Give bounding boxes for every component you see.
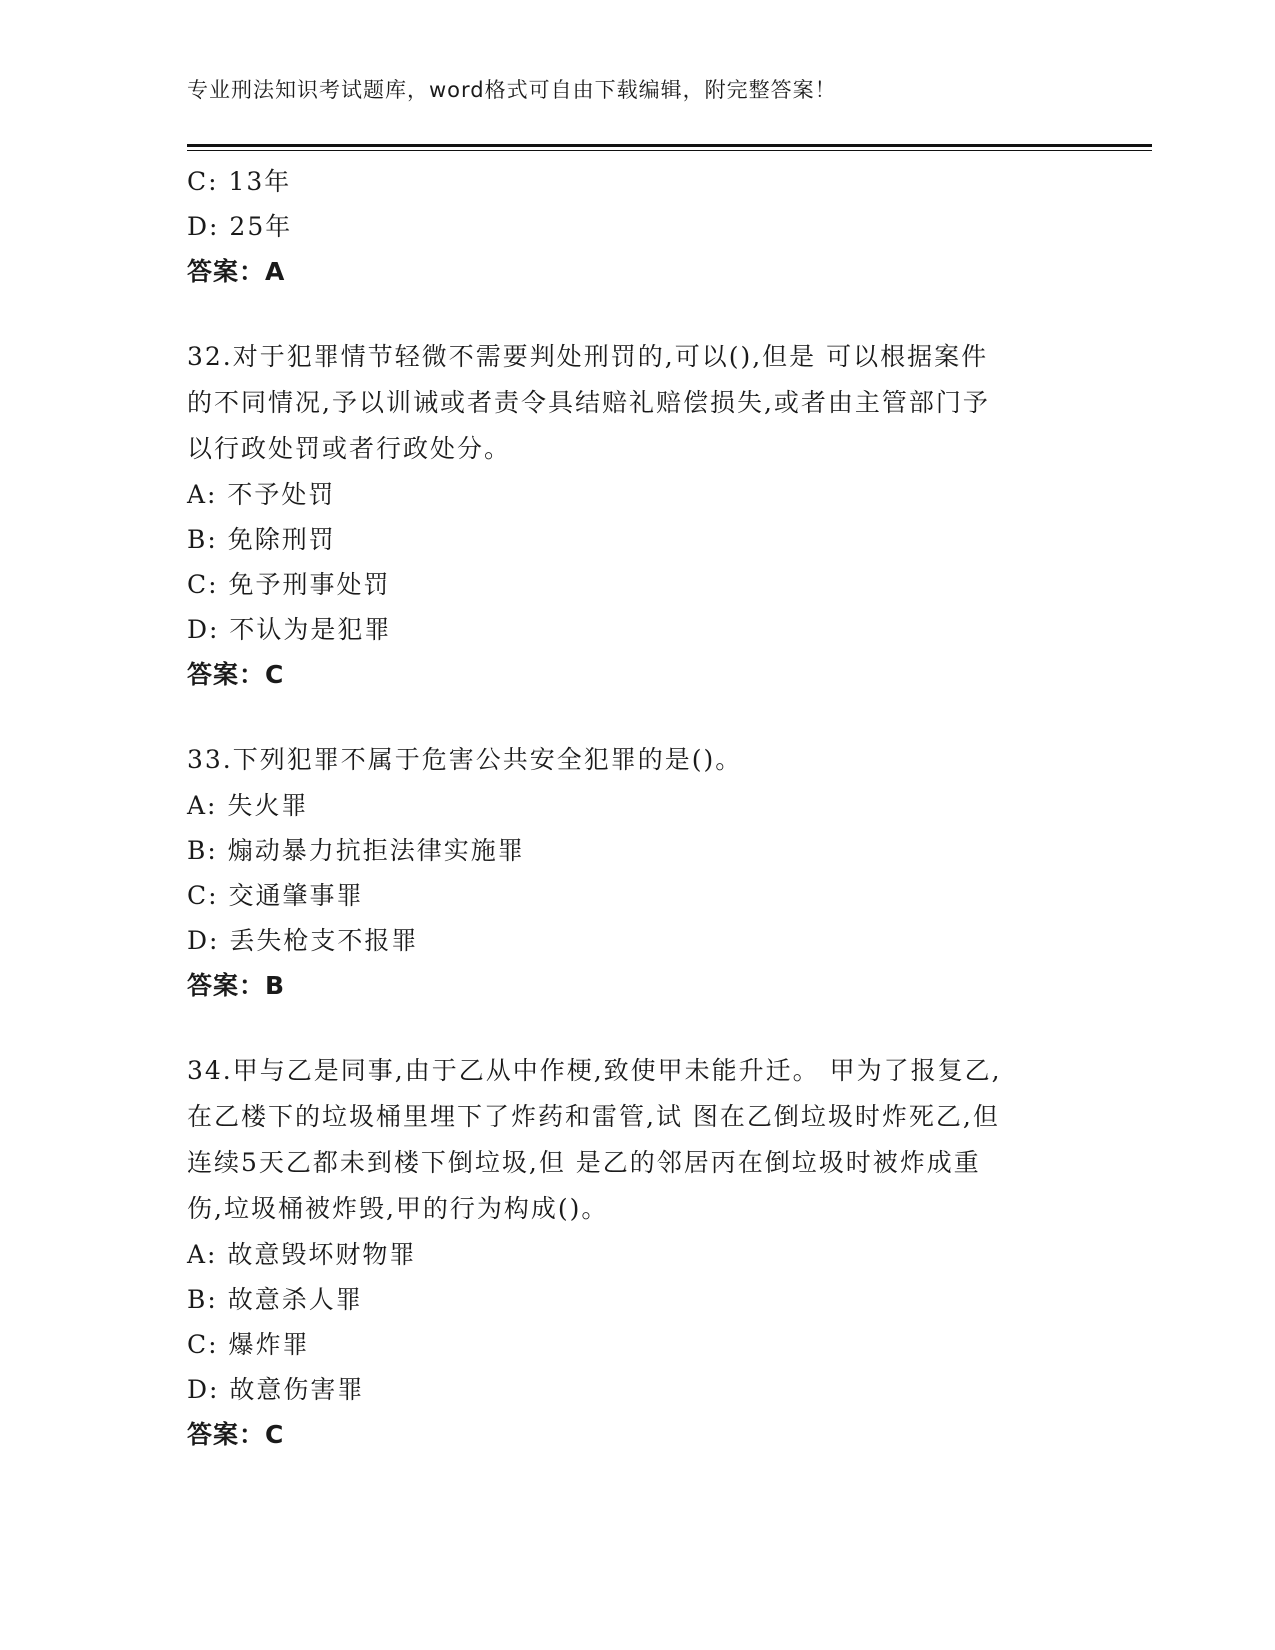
question-33 [187, 737, 1067, 1008]
option-a: A: 不予处罚 [187, 480, 336, 509]
answer: 答案：C [187, 1420, 285, 1449]
question-line: 以行政处罚或者行政处分。 [187, 434, 512, 463]
option-a: A: 失火罪 [187, 791, 309, 820]
header-rule-thin [187, 150, 1152, 151]
question-32 [187, 334, 1067, 697]
question-line: 的不同情况,予以训诫或者责令具结赔礼赔偿损失,或者由主管部门予 [187, 388, 990, 417]
header-rule-thick [187, 144, 1152, 147]
option-d: D: 丢失枪支不报罪 [187, 926, 419, 955]
answer: 答案：B [187, 971, 286, 1000]
option-c: C: 爆炸罪 [187, 1330, 310, 1359]
option-a: A: 故意毁坏财物罪 [187, 1240, 417, 1269]
question-line: 伤,垃圾桶被炸毁,甲的行为构成()。 [187, 1194, 609, 1223]
option-b: B: 故意杀人罪 [187, 1285, 363, 1314]
question-text [187, 334, 1067, 472]
option-b: B: 煽动暴力抗拒法律实施罪 [187, 836, 525, 865]
question-text [187, 1048, 1067, 1232]
question-list [187, 159, 1067, 1457]
option-c: C: 交通肇事罪 [187, 881, 364, 910]
option-c: C: 免予刑事处罚 [187, 570, 391, 599]
option-b: B: 免除刑罚 [187, 525, 336, 554]
question-line: 连续5天乙都未到楼下倒垃圾,但 是乙的邻居丙在倒垃圾时被炸成重 [187, 1148, 981, 1177]
question-line: 32.对于犯罪情节轻微不需要判处刑罚的,可以(),但是 可以根据案件 [187, 342, 989, 371]
question-line: 在乙楼下的垃圾桶里埋下了炸药和雷管,试 图在乙倒垃圾时炸死乙,但 [187, 1102, 1000, 1131]
page-header: 专业刑法知识考试题库，word格式可自由下载编辑，附完整答案！ [187, 78, 837, 102]
option-d: D: 不认为是犯罪 [187, 615, 392, 644]
answer: 答案：A [187, 257, 286, 286]
answer: 答案：C [187, 660, 285, 689]
question-31 [187, 159, 1067, 294]
question-34 [187, 1048, 1067, 1457]
question-line: 34.甲与乙是同事,由于乙从中作梗,致使甲未能升迁。 甲为了报复乙, [187, 1056, 1002, 1085]
option-c: C: 13年 [187, 167, 292, 196]
question-line: 33.下列犯罪不属于危害公共安全犯罪的是()。 [187, 745, 743, 774]
option-d: D: 25年 [187, 212, 293, 241]
question-text [187, 737, 1067, 783]
option-d: D: 故意伤害罪 [187, 1375, 365, 1404]
